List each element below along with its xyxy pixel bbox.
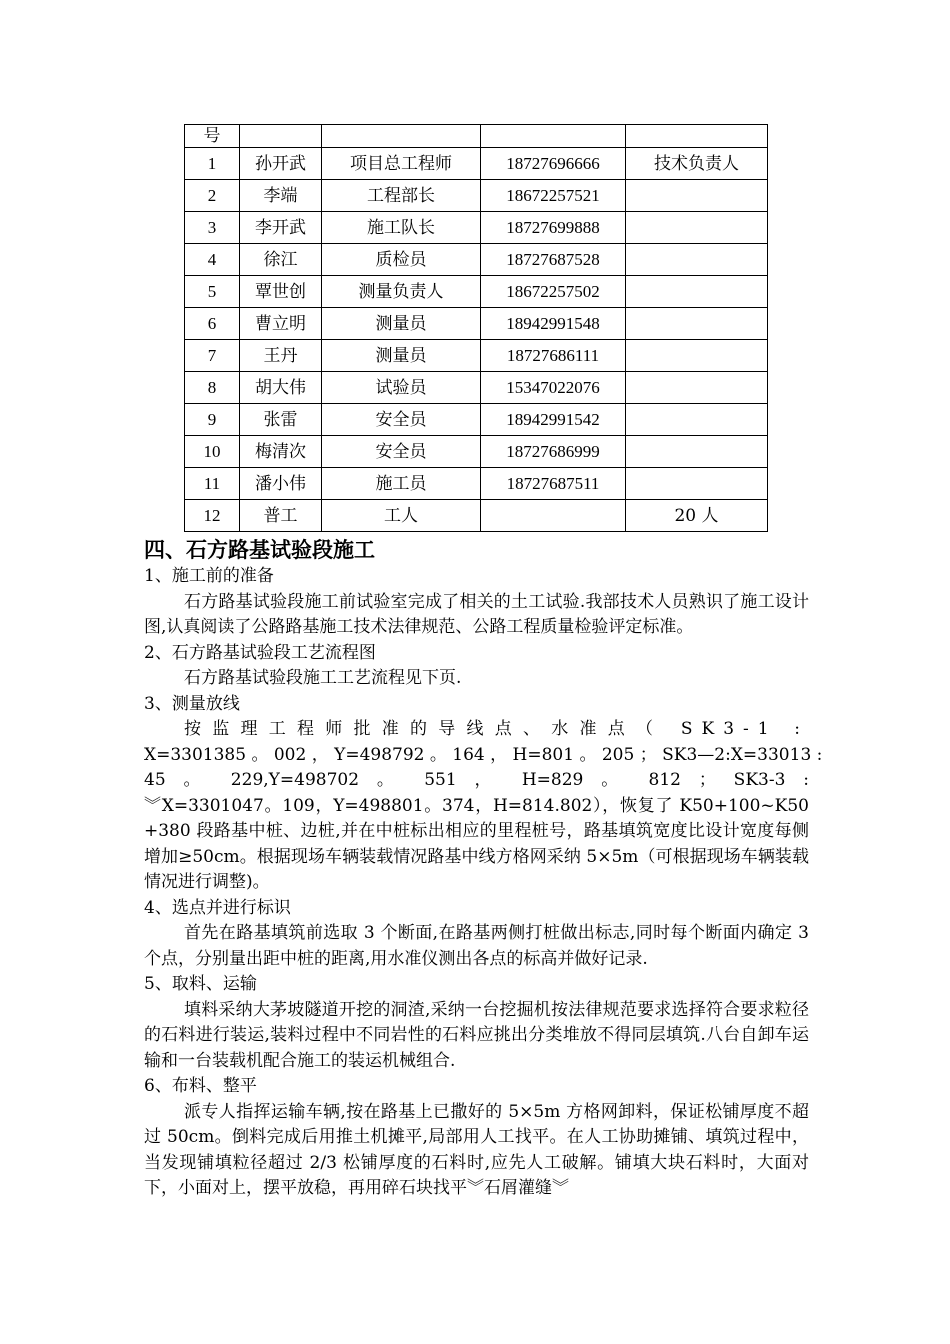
header-cell-no: 号 xyxy=(185,125,240,148)
cell-note: 20 人 xyxy=(626,500,768,532)
survey-line-1: 按监理工程师批准的导线点、水准点（ SK3-1 : xyxy=(184,719,809,739)
cell-name: 徐江 xyxy=(240,244,322,276)
cell-no: 12 xyxy=(185,500,240,532)
cell-no: 5 xyxy=(185,276,240,308)
table-row xyxy=(185,436,768,468)
cell-phone: 18727687528 xyxy=(481,244,626,276)
cell-no: 10 xyxy=(185,436,240,468)
cell-phone: 18942991542 xyxy=(481,404,626,436)
section-title: 四、石方路基试验段施工 xyxy=(144,538,375,562)
cell-note xyxy=(626,372,768,404)
subsection-heading-flowchart: 2、石方路基试验段工艺流程图 xyxy=(144,642,376,663)
document-body xyxy=(144,536,823,1202)
staff-table xyxy=(184,124,768,532)
table-row xyxy=(185,372,768,404)
paragraph-flowchart: 石方路基试验段施工工艺流程见下页. xyxy=(184,668,462,688)
cell-no: 6 xyxy=(185,308,240,340)
subsection-heading-preparation: 1、施工前的准备 xyxy=(144,566,274,586)
cell-position: 测量员 xyxy=(322,308,481,340)
cell-position: 安全员 xyxy=(322,404,481,436)
cell-note xyxy=(626,180,768,212)
cell-note xyxy=(626,308,768,340)
cell-no: 11 xyxy=(185,468,240,500)
cell-name: 潘小伟 xyxy=(240,468,322,500)
cell-phone: 18672257521 xyxy=(481,180,626,212)
cell-phone: 15347022076 xyxy=(481,372,626,404)
subsection-heading-marking: 4、选点并进行标识 xyxy=(144,897,291,918)
paragraph-preparation: 石方路基试验段施工前试验室完成了相关的土工试验.我部技术人员熟识了施工设计图,认真阅读了公路路基施工技术法律规范、公路工程质量检验评定标准。 xyxy=(144,591,809,637)
paragraph-survey xyxy=(144,717,823,794)
table-row xyxy=(185,212,768,244)
cell-position: 测量负责人 xyxy=(322,276,481,308)
cell-phone: 18672257502 xyxy=(481,276,626,308)
cell-note xyxy=(626,276,768,308)
cell-phone: 18727686111 xyxy=(481,340,626,372)
cell-position: 施工队长 xyxy=(322,212,481,244)
table-row xyxy=(185,404,768,436)
cell-position: 安全员 xyxy=(322,436,481,468)
cell-no: 3 xyxy=(185,212,240,244)
cell-note xyxy=(626,212,768,244)
cell-name: 曹立明 xyxy=(240,308,322,340)
cell-no: 1 xyxy=(185,148,240,180)
cell-position: 试验员 xyxy=(322,372,481,404)
subsection-heading-transport: 5、取料、运输 xyxy=(144,974,257,994)
header-cell-note xyxy=(626,125,768,148)
table-header-row xyxy=(185,125,768,148)
header-cell-name xyxy=(240,125,322,148)
paragraph-transport: 填料采纳大茅坡隧道开挖的洞渣,采纳一台挖掘机按法律规范要求选择符合要求粒径的石料进行装运,装料过程中不同岩性的石料应挑出分类堆放不得同层填筑.八台自卸车运输和一台装载机配合施工的装运机械组合. xyxy=(144,999,809,1071)
cell-name: 李端 xyxy=(240,180,322,212)
cell-position: 工程部长 xyxy=(322,180,481,212)
subsection-heading-leveling: 6、布料、整平 xyxy=(144,1076,257,1096)
header-cell-position xyxy=(322,125,481,148)
table-row xyxy=(185,276,768,308)
cell-phone: 18727699888 xyxy=(481,212,626,244)
cell-name: 王丹 xyxy=(240,340,322,372)
header-cell-phone xyxy=(481,125,626,148)
cell-no: 7 xyxy=(185,340,240,372)
cell-name: 梅清次 xyxy=(240,436,322,468)
cell-phone: 18727686999 xyxy=(481,436,626,468)
cell-phone xyxy=(481,500,626,532)
paragraph-marking: 首先在路基填筑前选取 3 个断面,在路基两侧打桩做出标志,同时每个断面内确定 3 个点，分别量出距中桩的距离,用水准仪测出各点的标高并做好记录. xyxy=(144,923,809,969)
cell-position: 质检员 xyxy=(322,244,481,276)
cell-note xyxy=(626,436,768,468)
cell-no: 8 xyxy=(185,372,240,404)
table-row xyxy=(185,148,768,180)
cell-name: 孙开武 xyxy=(240,148,322,180)
table-row xyxy=(185,340,768,372)
table-row xyxy=(185,468,768,500)
cell-phone: 18727687511 xyxy=(481,468,626,500)
cell-no: 4 xyxy=(185,244,240,276)
cell-position: 施工员 xyxy=(322,468,481,500)
paragraph-survey-rest: ︾X=3301047。109，Y=498801。374，H=814.802），恢复了 K50+100~K50+380 段路基中桩、边桩,并在中桩标出相应的里程桩号，路基填筑宽度比设计宽度每侧增加≥50cm。根据现场车辆装载情况路基中线方格网采纳 5×5m（可根据现场车辆装载情况进行调整)。 xyxy=(144,795,809,892)
cell-name: 普工 xyxy=(240,500,322,532)
cell-note: 技术负责人 xyxy=(626,148,768,180)
cell-name: 李开武 xyxy=(240,212,322,244)
cell-note xyxy=(626,244,768,276)
cell-phone: 18727696666 xyxy=(481,148,626,180)
table-row xyxy=(185,244,768,276)
table-row xyxy=(185,180,768,212)
cell-note xyxy=(626,468,768,500)
cell-position: 项目总工程师 xyxy=(322,148,481,180)
paragraph-leveling: 派专人指挥运输车辆,按在路基上已撒好的 5×5m 方格网卸料，保证松铺厚度不超过 50cm。倒料完成后用推土机摊平,局部用人工找平。在人工协助摊铺、填筑过程中，当发现铺填粒径超过 2/3 松铺厚度的石料时,应先人工破解。铺填大块石料时，大面对下，小面对上，摆平放稳，再用碎石块找平︾石屑灌缝︾ xyxy=(144,1101,809,1198)
table-row xyxy=(185,308,768,340)
survey-line-3: 45 。 229,Y=498702 。 551 ， H=829 。 812 ； SK3-3 : xyxy=(144,770,809,790)
cell-phone: 18942991548 xyxy=(481,308,626,340)
cell-name: 胡大伟 xyxy=(240,372,322,404)
survey-line-2: X=3301385 。 002 ， Y=498792 。 164 ， H=801 。 205 ； SK3—2:X=33013 : xyxy=(144,744,823,765)
cell-no: 2 xyxy=(185,180,240,212)
cell-position: 工人 xyxy=(322,500,481,532)
cell-position: 测量员 xyxy=(322,340,481,372)
subsection-heading-survey: 3、测量放线 xyxy=(144,693,240,714)
cell-name: 覃世创 xyxy=(240,276,322,308)
cell-note xyxy=(626,340,768,372)
cell-note xyxy=(626,404,768,436)
cell-name: 张雷 xyxy=(240,404,322,436)
table-row xyxy=(185,500,768,532)
cell-no: 9 xyxy=(185,404,240,436)
